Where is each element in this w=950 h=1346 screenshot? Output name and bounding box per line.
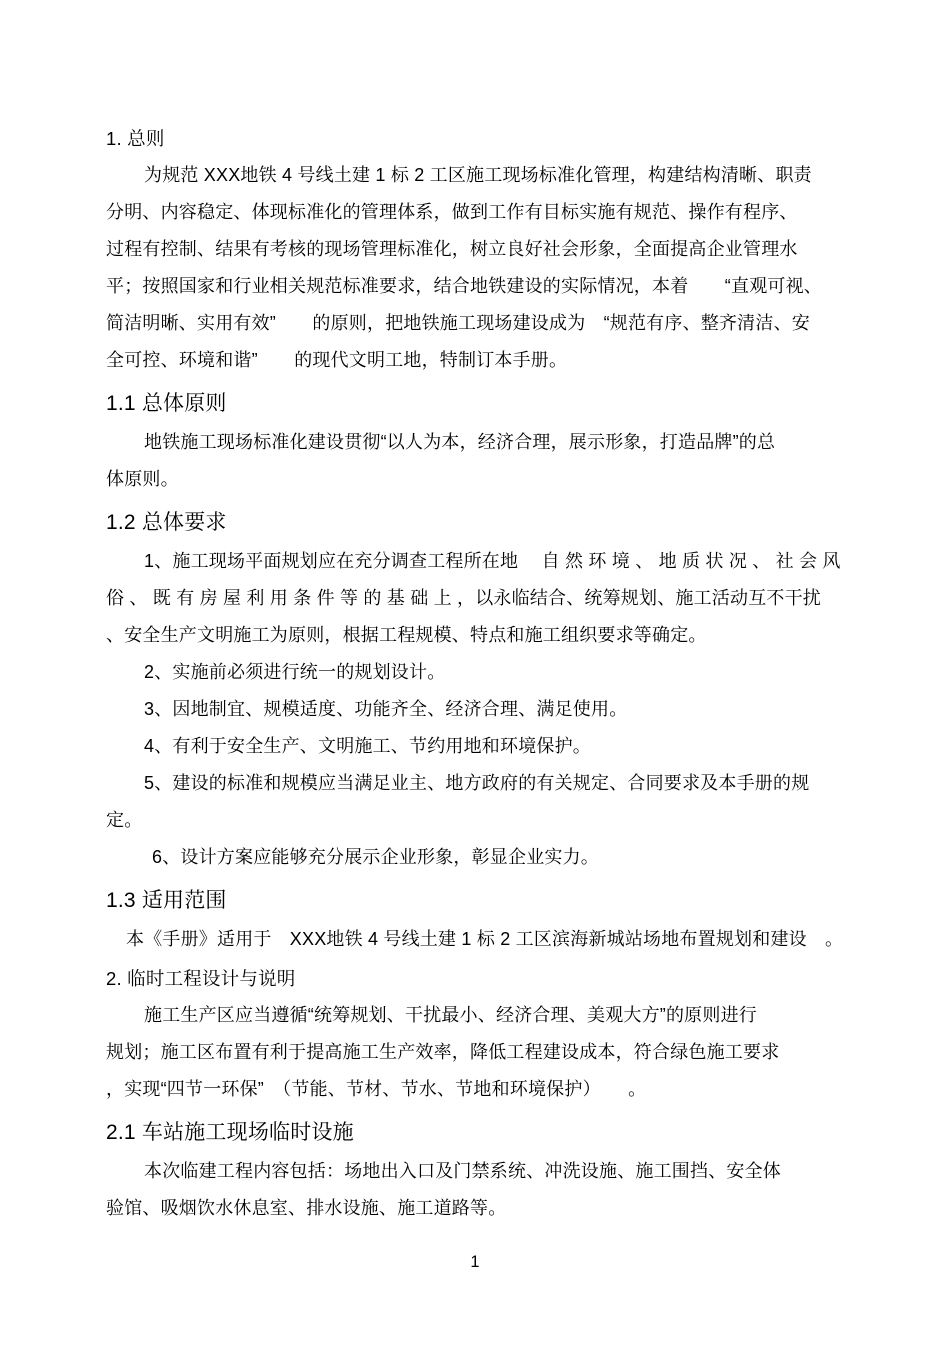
text-line: 验馆、吸烟饮水休息室、排水设施、施工道路等。 — [106, 1198, 507, 1218]
chapter-heading: 2. 临时工程设计与说明 — [106, 968, 296, 989]
section-heading: 1.1 总体原则 — [106, 392, 227, 415]
section-heading: 1.2 总体要求 — [106, 511, 227, 534]
text-line: 5、建设的标准和规模应当满足业主、地方政府的有关规定、合同要求及本手册的规 — [144, 773, 810, 793]
text-line: 平；按照国家和行业相关规范标准要求，结合地铁建设的实际情况，本着 “直观可视、 — [106, 276, 822, 296]
section-heading: 2.1 车站施工现场临时设施 — [106, 1121, 354, 1144]
text-line: 本次临建工程内容包括：场地出入口及门禁系统、冲洗设施、施工围挡、安全体 — [144, 1161, 781, 1181]
text-line: ，实现“四节一环保” （节能、节材、节水、节地和环境保护） 。 — [106, 1079, 647, 1099]
page-number: 1 — [470, 1253, 480, 1271]
text-line: 3、因地制宜、规模适度、功能齐全、经济合理、满足使用。 — [144, 699, 628, 719]
text-line: 俗 、 既 有 房 屋 利 用 条 件 等 的 基 础 上 ，以永临结合、统筹规划、施工活动互不干扰 — [106, 588, 822, 608]
text-line: 2、实施前必须进行统一的规划设计。 — [144, 662, 446, 682]
text-line: 地铁施工现场标准化建设贯彻“以人为本，经济合理，展示形象，打造品牌”的总 — [144, 432, 776, 452]
text-line: 规划；施工区布置有利于提高施工生产效率，降低工程建设成本，符合绿色施工要求 — [106, 1042, 780, 1062]
text-line: 6、设计方案应能够充分展示企业形象，彰显企业实力。 — [152, 847, 600, 867]
section-heading: 1.3 适用范围 — [106, 889, 227, 912]
text-line: 、安全生产文明施工为原则，根据工程规模、特点和施工组织要求等确定。 — [106, 625, 707, 645]
text-line: 1、施工现场平面规划应在充分调查工程所在地 自 然 环 境 、 地 质 状 况 、 社 会 风 — [144, 551, 841, 571]
chapter-heading: 1. 总则 — [106, 128, 165, 149]
document-body — [106, 118, 850, 1227]
text-line: 定。 — [106, 810, 143, 830]
text-line: 简洁明晰、实用有效” 的原则，把地铁施工现场建设成为 “规范有序、整齐清洁、安 — [106, 313, 810, 333]
text-line: 4、有利于安全生产、文明施工、节约用地和环境保护。 — [144, 736, 592, 756]
text-line: 本《手册》适用于 XXX地铁 4 号线土建 1 标 2 工区滨海新城站场地布置规划和建设 。 — [126, 929, 844, 949]
text-line: 施工生产区应当遵循“统筹规划、干扰最小、经济合理、美观大方”的原则进行 — [144, 1005, 757, 1025]
text-line: 体原则。 — [106, 469, 179, 489]
text-line: 分明、内容稳定、体现标准化的管理体系，做到工作有目标实施有规范、操作有程序、 — [106, 202, 798, 222]
text-line: 过程有控制、结果有考核的现场管理标准化，树立良好社会形象，全面提高企业管理水 — [106, 239, 798, 259]
text-line: 全可控、环境和谐” 的现代文明工地，特制订本手册。 — [106, 350, 568, 370]
text-line: 为规范 XXX地铁 4 号线土建 1 标 2 工区施工现场标准化管理，构建结构清晰、职责 — [144, 165, 812, 185]
